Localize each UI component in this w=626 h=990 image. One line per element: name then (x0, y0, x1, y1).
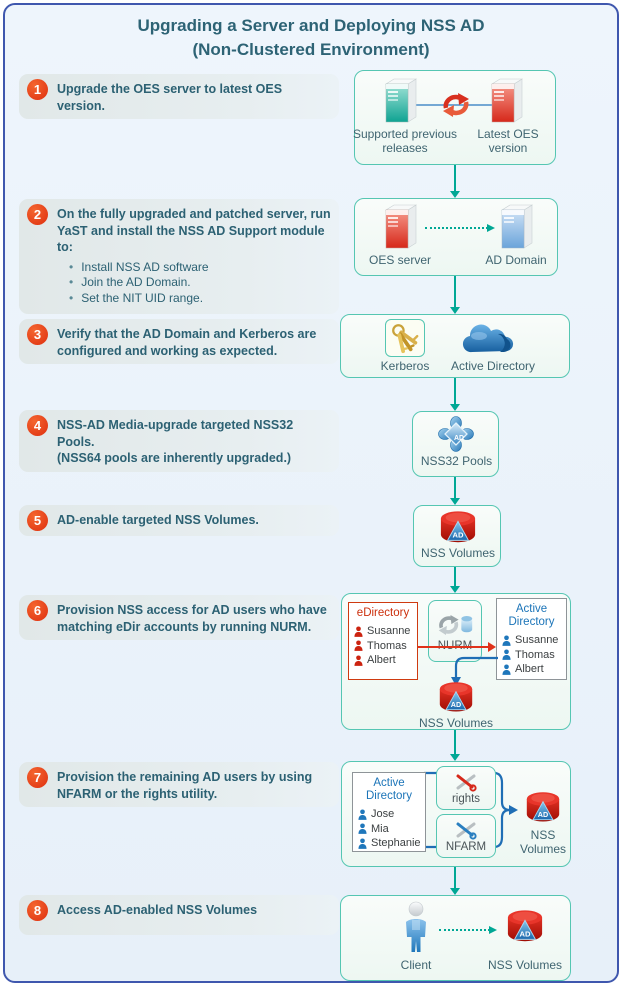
step-3-number-badge: 3 (27, 324, 48, 345)
step-6-number-badge: 6 (27, 600, 48, 621)
step-2-bullet-2: • Join the AD Domain. (69, 275, 333, 291)
rights-label: rights (451, 792, 481, 805)
active-directory-label: Active Directory (450, 359, 536, 373)
client-label: Client (400, 958, 432, 972)
box-nurm-provisioning (341, 593, 571, 730)
step-2-number-badge: 2 (27, 204, 48, 225)
user-icon-blue (502, 649, 511, 660)
flow-arrow-6-7 (450, 727, 460, 761)
nss-volume-ad-text: AD (452, 530, 464, 540)
ad-user-name: Stephanie (371, 837, 421, 850)
box-upgrade-servers (354, 70, 556, 165)
step-5 (19, 505, 339, 536)
nss-volume-ad-text: AD (450, 700, 462, 709)
nss-volume-ad-text: AD (519, 929, 531, 939)
ad-users-title: Active Directory (508, 603, 555, 629)
step-1-text: Upgrade the OES server to latest OES version. (57, 82, 283, 113)
user-icon-red (354, 626, 363, 637)
ad-users-title: Active Directory (365, 777, 412, 803)
user-icon-blue (358, 809, 367, 820)
client-access-arrow (439, 926, 497, 935)
nurm-sync-icon (436, 611, 474, 639)
ad-domain-label: AD Domain (485, 253, 547, 267)
nss32-pool-icon (438, 416, 474, 452)
nss-volume-icon (522, 790, 564, 826)
edir-user-row (354, 640, 417, 652)
nss-volume-icon (434, 680, 478, 716)
step-2-bullet-list (57, 260, 333, 307)
box-join-domain (354, 198, 558, 276)
title-line-2: (Non-Clustered Environment) (192, 40, 430, 60)
nss-volume-icon (436, 509, 480, 547)
step-5-number-badge: 5 (27, 510, 48, 531)
step-3-text: Verify that the AD Domain and Kerberos are configured and working as expected. (57, 327, 317, 358)
step-6 (19, 595, 339, 640)
step-8-number-badge: 8 (27, 900, 48, 921)
box-nss-volumes (413, 505, 501, 567)
ad-user-name: Susanne (515, 634, 559, 647)
oes-server-label: OES server (368, 253, 431, 267)
step-6-text: Provision NSS access for AD users who have matching eDir accounts by running NURM. (57, 603, 327, 634)
step-7-text: Provision the remaining AD users by using NFARM or the rights utility. (57, 770, 313, 801)
box-verify-kerberos-ad (340, 314, 570, 378)
rights-tools-icon (453, 772, 479, 792)
edir-user-row (354, 625, 417, 637)
latest-oes-label: Latest OES version (477, 127, 539, 156)
ad-user-row (358, 823, 425, 835)
nss-volume-ad-text: AD (537, 810, 549, 819)
ad-user-name: Mia (371, 822, 389, 835)
ad-user-row (502, 663, 566, 675)
join-domain-arrow (425, 224, 495, 233)
edirectory-title: eDirectory (356, 607, 410, 619)
ad-user-row (502, 649, 566, 661)
kerberos-label: Kerberos (380, 359, 430, 373)
title-line-1: Upgrading a Server and Deploying NSS AD (137, 16, 485, 35)
box-nss32-pools (412, 411, 499, 477)
flow-arrow-3-4 (450, 376, 460, 411)
ad-user-row (502, 634, 566, 646)
edir-user-row (354, 654, 417, 666)
step-2-text: On the fully upgraded and patched server, run YaST and install the NSS AD Support module to: (57, 207, 331, 254)
nss-volumes-label: NSS Volumes (487, 958, 563, 972)
step-2 (19, 199, 339, 314)
ad-domain-server-icon (497, 204, 535, 250)
diagram-frame (3, 3, 619, 983)
box-client-access (340, 895, 571, 981)
ad-user-name: Thomas (515, 648, 555, 661)
step-4-text-line2: (NSS64 pools are inherently upgraded.) (57, 451, 292, 465)
edir-user-name: Susanne (367, 625, 411, 638)
ad-user-row (358, 808, 425, 820)
ad-user-box (496, 598, 567, 680)
nss-volumes-label: NSS Volumes (420, 546, 496, 560)
kerberos-frame (385, 319, 425, 357)
oes-server-icon (381, 204, 419, 250)
flow-arrow-5-6 (450, 565, 460, 593)
step-7-number-badge: 7 (27, 767, 48, 788)
flow-arrow-7-8 (450, 865, 460, 895)
nss-volume-icon (503, 908, 547, 946)
kerberos-keys-icon (389, 322, 421, 354)
ad-user-box (352, 772, 426, 852)
latest-oes-server-icon (487, 78, 525, 124)
nfarm-label: NFARM (445, 840, 487, 853)
nss32-pools-label: NSS32 Pools (420, 454, 493, 468)
ad-user-name: Albert (515, 663, 544, 676)
flow-arrow-4-5 (450, 475, 460, 505)
step-5-text: AD-enable targeted NSS Volumes. (57, 513, 259, 527)
nfarm-tool-box (436, 814, 496, 858)
step-1-number-badge: 1 (27, 79, 48, 100)
upgrade-sync-icon (441, 91, 471, 119)
nss32-ad-text: AD (453, 435, 465, 442)
client-person-icon (399, 901, 433, 955)
user-icon-blue (358, 823, 367, 834)
previous-release-server-icon (381, 78, 419, 124)
step-3 (19, 319, 339, 364)
user-icon-red (354, 655, 363, 666)
step-7 (19, 762, 339, 807)
page-title (5, 14, 617, 62)
edir-user-name: Thomas (367, 639, 407, 652)
step-4-text: NSS-AD Media-upgrade targeted NSS32 Pools. (57, 418, 294, 449)
user-icon-blue (358, 838, 367, 849)
nss-volumes-label: NSS Volumes (418, 716, 494, 730)
flow-arrow-2-3 (450, 275, 460, 314)
step-8 (19, 895, 339, 935)
edirectory-user-box (348, 602, 418, 680)
ad-user-row (358, 837, 425, 849)
step-1 (19, 74, 339, 119)
flow-arrow-1-2 (450, 164, 460, 198)
active-directory-cloud-icon (459, 322, 523, 358)
previous-releases-label: Supported previous releases (352, 127, 458, 156)
step-8-text: Access AD-enabled NSS Volumes (57, 903, 258, 917)
step-4-number-badge: 4 (27, 415, 48, 436)
step-2-bullet-1: • Install NSS AD software (69, 260, 333, 276)
user-icon-red (354, 640, 363, 651)
edir-user-name: Albert (367, 654, 396, 667)
rights-tool-box (436, 766, 496, 810)
ad-user-name: Jose (371, 808, 395, 821)
box-nfarm-rights (341, 761, 571, 867)
step-2-bullet-3: • Set the NIT UID range. (69, 291, 333, 307)
edir-to-ad-arrow (418, 642, 496, 652)
nss-volumes-label: NSS Volumes (519, 828, 567, 857)
user-icon-blue (502, 664, 511, 675)
nfarm-tools-icon (453, 820, 479, 840)
step-4 (19, 410, 339, 472)
user-icon-blue (502, 635, 511, 646)
